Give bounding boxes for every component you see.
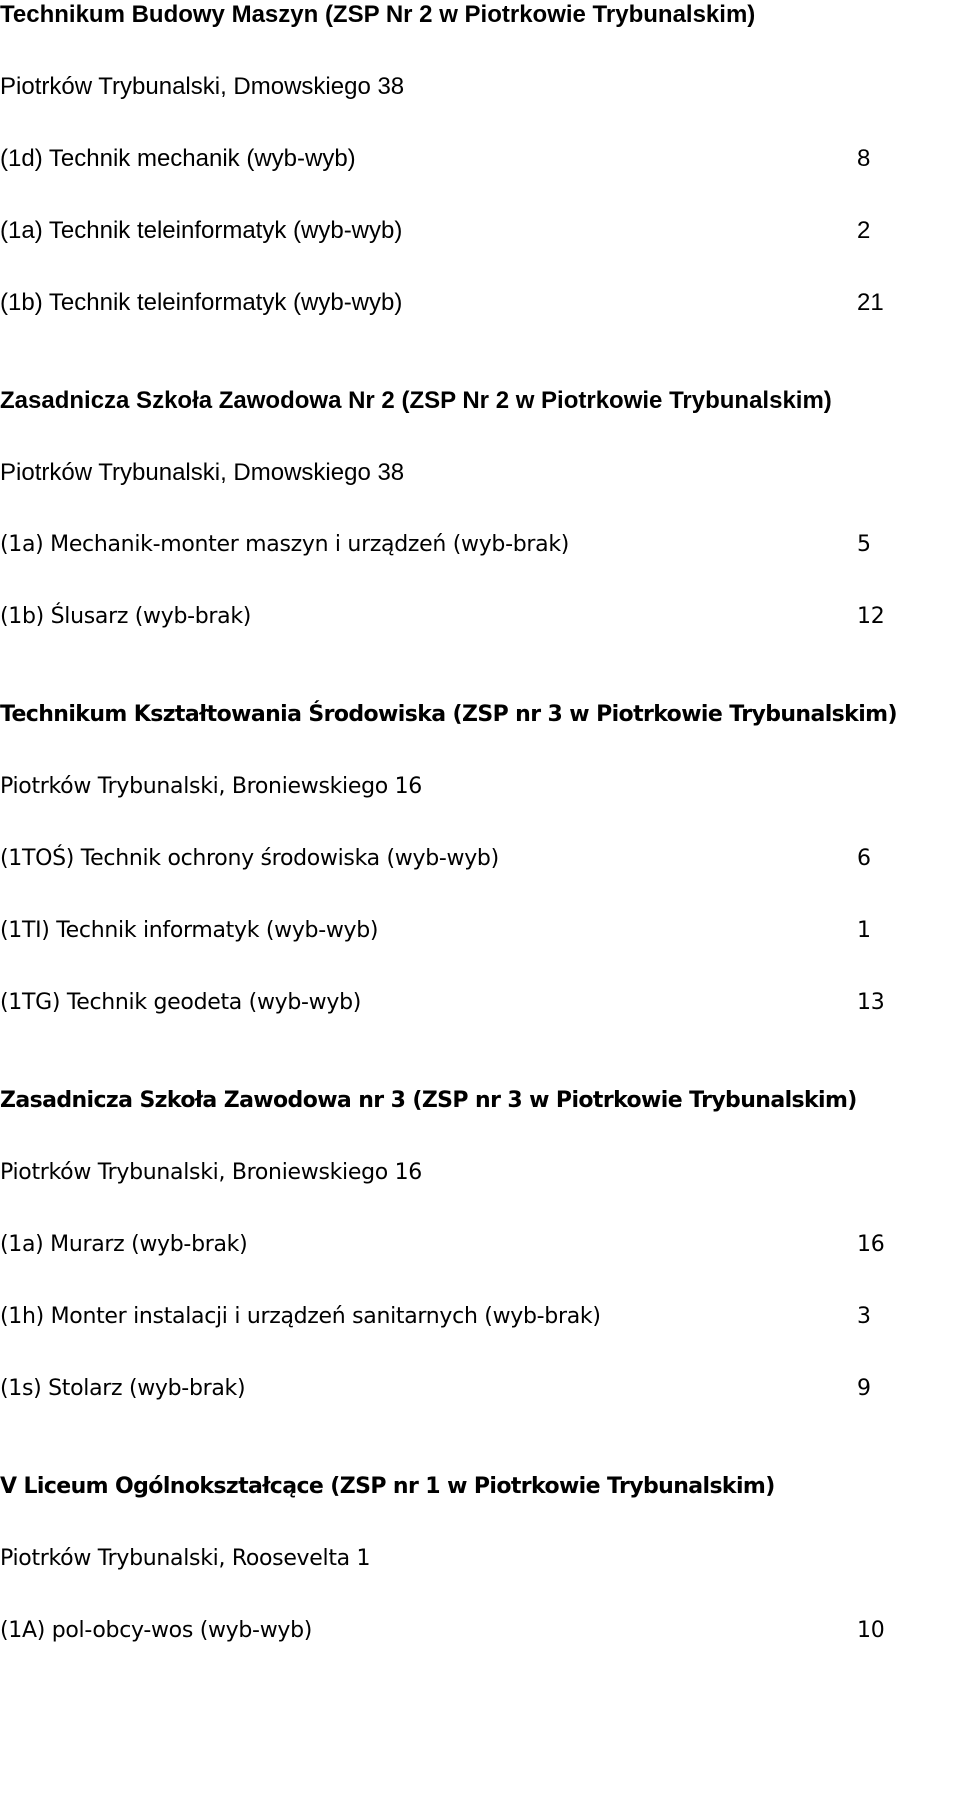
school-section: [0, 1472, 960, 1646]
school-section: [0, 1086, 960, 1404]
program-name: (1a) Murarz (wyb-brak): [0, 1232, 248, 1257]
school-address: Piotrków Trybunalski, Broniewskiego 16: [0, 774, 423, 799]
program-row: [0, 1374, 960, 1404]
program-row: [0, 288, 960, 318]
program-name: (1s) Stolarz (wyb-brak): [0, 1376, 246, 1401]
school-title: Zasadnicza Szkoła Zawodowa Nr 2 (ZSP Nr 2 w Piotrkowie Trybunalskim): [0, 387, 832, 414]
program-row: [0, 1230, 960, 1260]
program-name: (1b) Technik teleinformatyk (wyb-wyb): [0, 289, 403, 316]
school-title: V Liceum Ogólnokształcące (ZSP nr 1 w Piotrkowie Trybunalskim): [0, 1474, 775, 1499]
program-count: 6: [857, 846, 871, 871]
school-section: [0, 386, 960, 632]
program-name: (1a) Mechanik-monter maszyn i urządzeń (wyb-brak): [0, 532, 570, 557]
school-address: Piotrków Trybunalski, Roosevelta 1: [0, 1546, 371, 1571]
program-name: (1A) pol-obcy-wos (wyb-wyb): [0, 1618, 313, 1643]
program-count: 2: [857, 217, 871, 244]
program-name: (1TI) Technik informatyk (wyb-wyb): [0, 918, 379, 943]
program-count: 21: [857, 289, 884, 316]
school-section: [0, 0, 960, 318]
school-address: Piotrków Trybunalski, Dmowskiego 38: [0, 459, 405, 486]
program-name: (1TG) Technik geodeta (wyb-wyb): [0, 990, 362, 1015]
program-row: [0, 844, 960, 874]
program-count: 13: [857, 990, 885, 1015]
program-count: 1: [857, 918, 871, 943]
school-address: Piotrków Trybunalski, Broniewskiego 16: [0, 1160, 423, 1185]
program-name: (1TOŚ) Technik ochrony środowiska (wyb-wyb): [0, 846, 499, 871]
program-row: [0, 1616, 960, 1646]
school-section: [0, 700, 960, 1018]
program-row: [0, 216, 960, 246]
school-title: Technikum Kształtowania Środowiska (ZSP nr 3 w Piotrkowie Trybunalskim): [0, 702, 897, 727]
program-count: 12: [857, 604, 885, 629]
program-row: [0, 602, 960, 632]
program-count: 3: [857, 1304, 871, 1329]
program-name: (1d) Technik mechanik (wyb-wyb): [0, 145, 356, 172]
program-count: 9: [857, 1376, 871, 1401]
program-name: (1h) Monter instalacji i urządzeń sanitarnych (wyb-brak): [0, 1304, 601, 1329]
school-address: Piotrków Trybunalski, Dmowskiego 38: [0, 73, 405, 100]
program-name: (1a) Technik teleinformatyk (wyb-wyb): [0, 217, 403, 244]
school-title: Zasadnicza Szkoła Zawodowa nr 3 (ZSP nr 3 w Piotrkowie Trybunalskim): [0, 1088, 857, 1113]
school-title: Technikum Budowy Maszyn (ZSP Nr 2 w Piotrkowie Trybunalskim): [0, 1, 756, 28]
program-name: (1b) Ślusarz (wyb-brak): [0, 604, 252, 629]
program-count: 8: [857, 145, 871, 172]
program-count: 5: [857, 532, 871, 557]
program-row: [0, 988, 960, 1018]
program-row: [0, 144, 960, 174]
program-row: [0, 916, 960, 946]
program-count: 10: [857, 1618, 885, 1643]
program-row: [0, 530, 960, 560]
program-count: 16: [857, 1232, 885, 1257]
program-row: [0, 1302, 960, 1332]
